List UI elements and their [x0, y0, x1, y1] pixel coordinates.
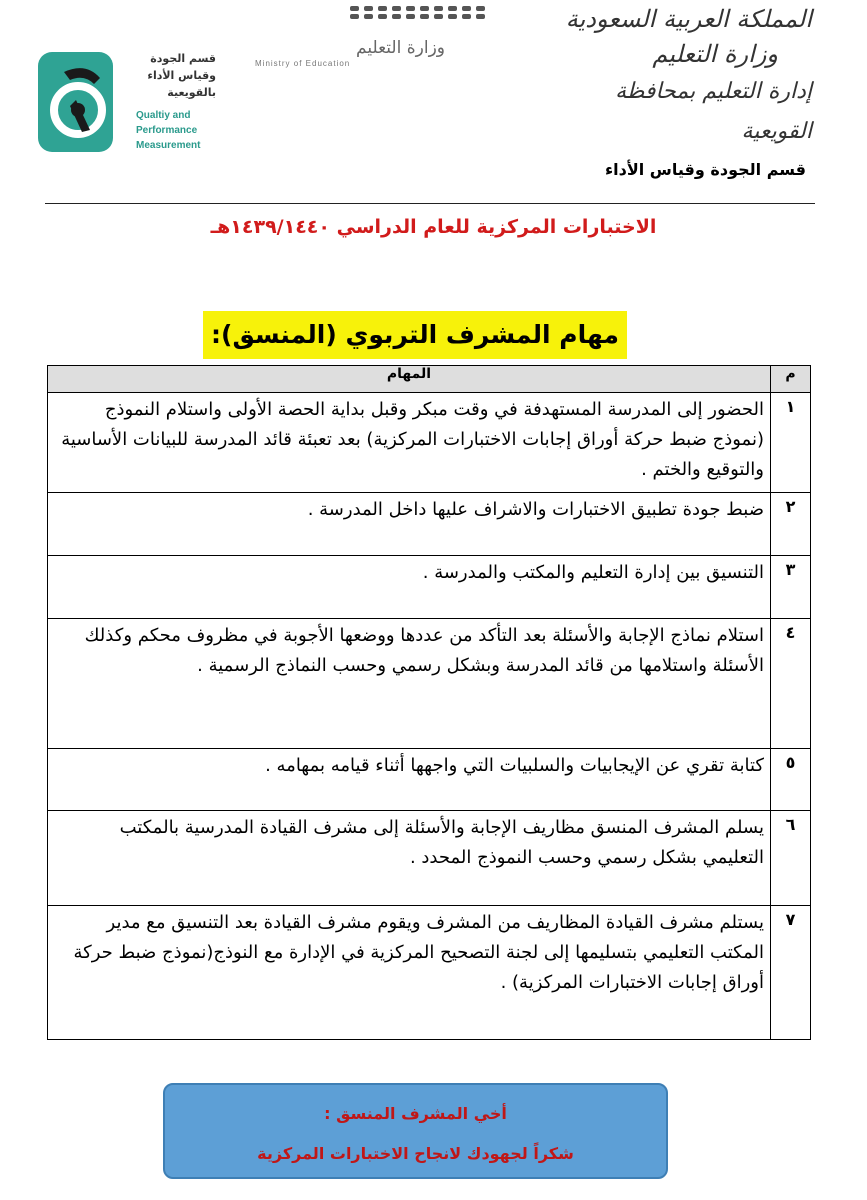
table-row [48, 393, 811, 493]
header-tasks: المهام [48, 366, 771, 393]
moe-english-name: Ministry of Education [255, 59, 351, 68]
table-row [48, 556, 811, 619]
row-task: استلام نماذج الإجابة والأسئلة بعد التأكد من عددها ووضعها الأجوبة في مظروف محكم وكذلك الأسئلة واستلامها من قائد المدرسة وبشكل رسمي وحسب النماذج الرسمية . [48, 619, 771, 749]
moe-arabic-name: وزارة التعليم [356, 38, 445, 58]
quality-dept-logo [38, 50, 218, 160]
thanks-message: شكراً لجهودك لانجاح الاختبارات المركزية [257, 1144, 574, 1163]
document-title: الاختبارات المركزية للعام الدراسي ١٤٣٩/١٤٤٠هـ [210, 216, 657, 238]
row-number: ١ [771, 393, 811, 493]
thanks-greeting: أخي المشرف المنسق : [324, 1104, 507, 1123]
header-number: م [771, 366, 811, 393]
table-row [48, 749, 811, 811]
dept-logo-arabic [126, 50, 216, 101]
quality-emblem-icon [38, 52, 113, 152]
dept-logo-en-line: Performance [136, 125, 198, 136]
row-task: التنسيق بين إدارة التعليم والمكتب والمدرسة . [48, 556, 771, 619]
moe-dots-icon [350, 6, 490, 19]
section-title: مهام المشرف التربوي (المنسق): [203, 311, 627, 359]
row-task: كتابة تقري عن الإيجابيات والسلبيات التي واجهها أثناء قيامه بمهامه . [48, 749, 771, 811]
row-number: ٦ [771, 811, 811, 906]
government-heading [552, 2, 812, 184]
dept-logo-ar-line: قسم الجودة [150, 52, 216, 65]
letterhead [0, 0, 867, 205]
table-row [48, 906, 811, 1040]
dept-logo-ar-line: وقياس الأداء [147, 69, 216, 82]
row-number: ٥ [771, 749, 811, 811]
table-row [48, 493, 811, 556]
table-header-row [48, 366, 811, 393]
header-divider [45, 203, 815, 204]
row-task: الحضور إلى المدرسة المستهدفة في وقت مبكر وقبل بداية الحصة الأولى واستلام النموذج (نموذج ضبط حركة أوراق إجابات الاختبارات المركزية) بعد تعبئة قائد المدرسة للبيانات الأساسية والتوقيع والختم . [48, 393, 771, 493]
kingdom-name: المملكة العربية السعودية [565, 5, 812, 33]
row-number: ٣ [771, 556, 811, 619]
ministry-name: وزارة التعليم [652, 40, 778, 68]
department-name: قسم الجودة وقياس الأداء [604, 160, 806, 179]
tasks-table [47, 365, 811, 1040]
row-number: ٢ [771, 493, 811, 556]
moe-logo [255, 6, 495, 66]
row-task: يسلم المشرف المنسق مظاريف الإجابة والأسئلة إلى مشرف القيادة المدرسية بالمكتب التعليمي بشكل رسمي وحسب النموذج المحدد . [48, 811, 771, 906]
dept-logo-en-line: Qualtiy and [136, 110, 191, 121]
row-number: ٧ [771, 906, 811, 1040]
directorate-name: إدارة التعليم بمحافظة القويعية [615, 79, 812, 144]
row-number: ٤ [771, 619, 811, 749]
table-row [48, 619, 811, 749]
dept-logo-en-line: Measurement [136, 140, 201, 151]
row-task: يستلم مشرف القيادة المظاريف من المشرف ويقوم مشرف القيادة بعد التنسيق مع مدير المكتب التعليمي بتسليمها إلى لجنة التصحيح المركزية في الإدارة مع النوذج(نموذج ضبط حركة أوراق إجابات الاختبارات المركزية) . [48, 906, 771, 1040]
thanks-box [163, 1083, 668, 1179]
row-task: ضبط جودة تطبيق الاختبارات والاشراف عليها داخل المدرسة . [48, 493, 771, 556]
dept-logo-english [136, 108, 226, 153]
table-row [48, 811, 811, 906]
dept-logo-ar-line: بالقويعية [167, 86, 216, 99]
